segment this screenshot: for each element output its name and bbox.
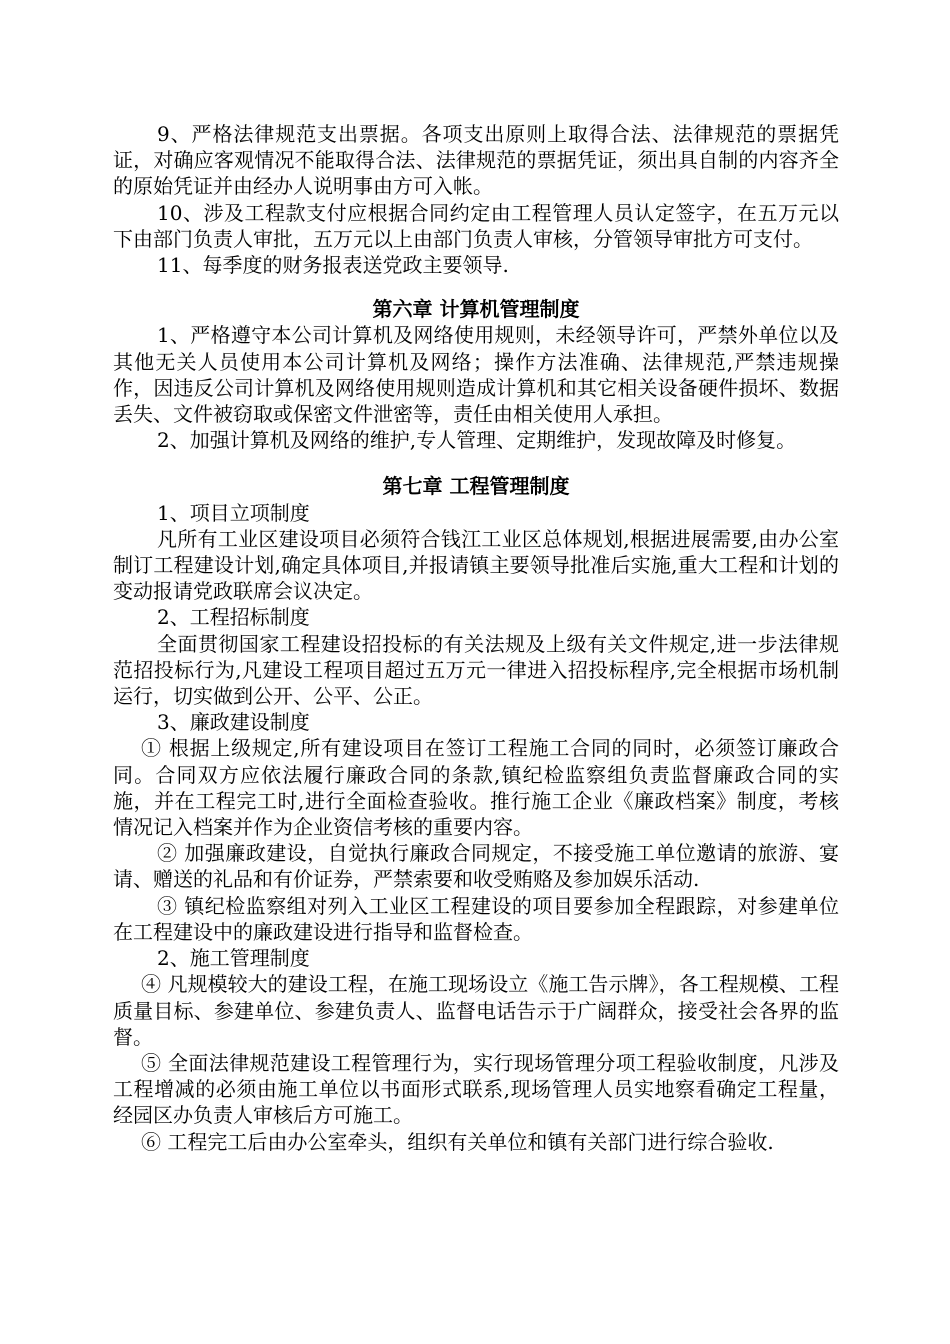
section-3-item-2: ② 加强廉政建设，自觉执行廉政合同规定，不接受施工单位邀请的旅游、宴请、赠送的礼品和有价证券，严禁索要和收受贿赂及参加娱乐活动.: [113, 841, 839, 892]
section-3-item-3: ③ 镇纪检监察组对列入工业区工程建设的项目要参加全程跟踪，对参建单位在工程建设中的廉政建设进行指导和监督检查。: [113, 893, 839, 944]
section-1-title: 1、项目立项制度: [157, 500, 310, 525]
section-1-body: 凡所有工业区建设项目必须符合钱江工业区总体规划,根据进展需要,由办公室制订工程建设计划,确定具体项目,并报请镇主要领导批准后实施,重大工程和计划的变动报请党政联席会议决定。: [113, 526, 839, 604]
document-page: [113, 121, 839, 1155]
chapter-6-heading: 第六章 计算机管理制度: [372, 297, 580, 322]
section-4-item-5: ⑤ 全面法律规范建设工程管理行为，实行现场管理分项工程验收制度，凡涉及工程增减的必须由施工单位以书面形式联系,现场管理人员实地察看确定工程量，经园区办负责人审核后方可施工。: [113, 1050, 839, 1128]
section-3-title: 3、廉政建设制度: [157, 710, 310, 735]
section-2-title: 2、工程招标制度: [157, 605, 310, 630]
chapter-6-paragraph-1: 1、严格遵守本公司计算机及网络使用规则，未经领导许可，严禁外单位以及其他无关人员使用本公司计算机及网络；操作方法准确、法律规范,严禁违规操作，因违反公司计算机及网络使用规则造成计算机和其它相关设备硬件损坏、数据丢失、文件被窃取或保密文件泄密等，责任由相关使用人承担。: [113, 323, 839, 427]
section-3-item-1: ① 根据上级规定,所有建设项目在签订工程施工合同的同时，必须签订廉政合同。合同双方应依法履行廉政合同的条款,镇纪检监察组负责监督廉政合同的实施，并在工程完工时,进行全面检查验收。推行施工企业《廉政档案》制度，考核情况记入档案并作为企业资信考核的重要内容。: [113, 736, 839, 840]
section-4-item-6: ⑥ 工程完工后由办公室牵头，组织有关单位和镇有关部门进行综合验收.: [141, 1129, 774, 1154]
paragraph-10: 10、涉及工程款支付应根据合同约定由工程管理人员认定签字，在五万元以下由部门负责人审批，五万元以上由部门负责人审核，分管领导审批方可支付。: [113, 200, 839, 251]
paragraph-11: 11、每季度的财务报表送党政主要领导.: [157, 253, 509, 278]
section-2-body: 全面贯彻国家工程建设招投标的有关法规及上级有关文件规定,进一步法律规范招投标行为,凡建设工程项目超过五万元一律进入招投标程序,完全根据市场机制运行，切实做到公开、公平、公正。: [113, 631, 839, 709]
section-4-item-4: ④ 凡规模较大的建设工程，在施工现场设立《施工告示牌》，各工程规模、工程质量目标、参建单位、参建负责人、监督电话告示于广阔群众，接受社会各界的监督。: [113, 972, 839, 1049]
paragraph-9: 9、严格法律规范支出票据。各项支出原则上取得合法、法律规范的票据凭证，对确应客观情况不能取得合法、法律规范的票据凭证，须出具自制的内容齐全的原始凭证并由经办人说明事由方可入帐。: [113, 122, 839, 199]
chapter-7-heading: 第七章 工程管理制度: [382, 474, 570, 499]
chapter-6-paragraph-2: 2、加强计算机及网络的维护,专人管理、定期维护，发现故障及时修复。: [157, 428, 797, 453]
section-4-title: 2、施工管理制度: [157, 946, 310, 971]
